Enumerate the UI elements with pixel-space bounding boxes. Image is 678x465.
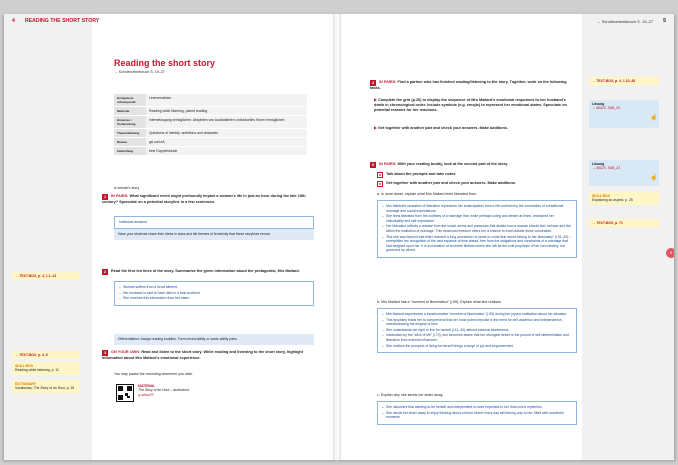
table-row bbox=[114, 138, 307, 147]
list-item: – She sends her sister away to enjoy thinking about a future where every day will belong only to her, filled with wonderful moments. bbox=[382, 411, 572, 420]
task-number: 3 bbox=[104, 351, 106, 355]
task-4 bbox=[370, 80, 576, 91]
textbox-ref-2[interactable]: → TEXT-BOX, p. 4–5 bbox=[12, 351, 80, 359]
material-title: The Story of an Hour – Audiobook bbox=[138, 388, 190, 393]
list-item: – She realises the prospect of living for herself brings a surge of joy and empowerment. bbox=[382, 344, 572, 349]
right-page bbox=[337, 14, 674, 460]
row-key: Niveau bbox=[114, 138, 146, 147]
textbox-ref-1[interactable]: → TEXT-BOX, p. 4, 1.1–13 bbox=[12, 272, 80, 280]
chapter-tab[interactable]: II bbox=[666, 248, 674, 258]
list-item: – Her husband is said to have died in a train accident. bbox=[119, 291, 309, 296]
task-lead: IN PAIRS: bbox=[379, 162, 397, 166]
question-b: b. Mrs Mallard has a "moment of illumination" (l.59). Explain what she realises. bbox=[377, 300, 502, 304]
row-value: Internetzugang ermöglichen: Abspielen von Audiodateien; individuelles Hören ermöglichen bbox=[146, 116, 307, 129]
list-item: – Mrs Mallard's sensation of liberation represents her emancipation from a life confined by the constraints of a traditional marriage and social expectations. bbox=[382, 204, 572, 213]
task-text: With your reading buddy, look at the second part of the story. bbox=[397, 162, 509, 166]
task-2 bbox=[102, 269, 312, 275]
pause-note: You may pause the recording whenever you wish. bbox=[114, 372, 194, 376]
page-title: Reading the short story bbox=[114, 58, 216, 68]
task-number: 1 bbox=[104, 195, 106, 199]
overview-table bbox=[114, 94, 307, 156]
task-number: 4 bbox=[372, 81, 374, 85]
solution-ref-2[interactable]: Lösung → AB1/S. SAB_22 bbox=[589, 160, 659, 186]
table-row bbox=[114, 147, 307, 156]
material-info bbox=[138, 384, 208, 397]
material-code[interactable]: q-in/kw/29 bbox=[138, 392, 154, 397]
page-fold bbox=[333, 14, 341, 460]
row-value: gA und eA bbox=[146, 138, 307, 147]
hand-cursor-icon: ☝ bbox=[650, 175, 658, 181]
task-text: What significant event might profoundly impact a woman's life in just an hour during the late 19th century? Speculate on a potential storyline in a few sentences. bbox=[102, 194, 306, 204]
task-text: Read and listen to the short story. While reading and listening to the short story, highlight information about Mrs Mallard's emotional experience. bbox=[102, 350, 303, 360]
solution-ref-1[interactable]: Lösung → AB1/S. SAB_20 bbox=[589, 100, 659, 128]
row-key: Methode bbox=[114, 107, 146, 116]
task-5 bbox=[370, 162, 576, 168]
list-item: – She discovers that wanting to be herself and independent is more important to her than love's mysteries. bbox=[382, 405, 572, 410]
list-item: – Woman suffers from a heart ailment. bbox=[119, 285, 309, 290]
row-value: Reading while listening, paired reading bbox=[146, 107, 307, 116]
skill-box-ref-right[interactable]: SKILL BOX Explaining an aspect, p. 25 bbox=[589, 192, 659, 205]
page-ref: → Schülerarbeitsbuch S. 19–27 bbox=[114, 70, 165, 74]
table-row bbox=[114, 94, 307, 107]
row-key: Hinweise / Vorbereitung bbox=[114, 116, 146, 129]
task-text: Find a partner who has finished reading/listening to the story. Together, work on the following tasks. bbox=[370, 80, 567, 90]
right-header bbox=[597, 14, 666, 28]
textbox-ref-right-2[interactable]: → TEXT-BOX, p. 71 bbox=[589, 219, 659, 227]
skill-box-ref[interactable]: SKILL BOX Reading while listening, p. 11 bbox=[12, 362, 80, 375]
teacher-note: Have your students share their ideas in class and list themes of femininity that these storylines reveal. bbox=[114, 229, 314, 240]
list-item: – Mrs Mallard experiences a transformative "moment of illumination" (l.59) during her joyous realisation about her situation. bbox=[382, 312, 572, 317]
task-number: 5 bbox=[372, 163, 374, 167]
task-text: Read the first ten lines of the story. Summarise the given information about the protagonist, Mrs Mallard. bbox=[111, 269, 300, 273]
answers-box-2 bbox=[114, 281, 314, 306]
row-value: Questions of identity: ambitions and obstacles bbox=[146, 129, 307, 138]
question-c: c. Explain why she sends her sister away. bbox=[377, 393, 444, 397]
hand-cursor-icon: ☝ bbox=[650, 115, 658, 121]
left-running-title: READING THE SHORT STORY bbox=[24, 18, 100, 24]
row-key: Themenbildung bbox=[114, 129, 146, 138]
textbox-ref-right-1[interactable]: → TEXT-BOX, p. 4, 1.10–48 bbox=[589, 77, 659, 85]
answers-box-b bbox=[377, 308, 577, 353]
row-key: Kompetenz-schwerpunkt bbox=[114, 94, 146, 107]
answer-text: Individual answers. bbox=[119, 220, 148, 224]
answers-box-a bbox=[377, 200, 577, 258]
list-item: – This epiphany leads her to comprehend that her most potent impulse is the need for self-assertion and independence, overshadowing the enigma of love. bbox=[382, 318, 572, 327]
list-item: – Intoxicated by the "elixir of life" (l.70), she becomes aware that her strongest desire is the pursuit of self-determination and liberation from external influences. bbox=[382, 333, 572, 342]
answers-box-c bbox=[377, 401, 577, 425]
material-label: MATERIAL bbox=[138, 384, 156, 388]
list-item: – She receives this information from her sister. bbox=[119, 296, 309, 301]
dictionary-ref[interactable]: DICTIONARY Vocabulary: The Story of an Hour, p. 25 bbox=[12, 380, 80, 393]
minutes-story-label: A minute's story bbox=[114, 186, 140, 190]
task-lead: IN PAIRS: bbox=[111, 194, 129, 198]
task-5b: b Get together with another pair and check your answers. Make additions. bbox=[378, 181, 516, 186]
task-1 bbox=[102, 194, 312, 205]
row-key: Zeitumfang bbox=[114, 147, 146, 156]
task-3 bbox=[102, 350, 312, 361]
list-item: – She understands her right to live for herself (l.41–42) without external interference. bbox=[382, 328, 572, 333]
right-running-ref: → Schülerarbeitsbuch S. 19–27 bbox=[596, 18, 654, 24]
differentiation-note: Differentiation: Assign reading buddies. Form mixed-ability or same-ability pairs. bbox=[114, 334, 314, 345]
task-lead: ON YOUR OWN: bbox=[111, 350, 141, 354]
list-item: – "But she saw beyond that bitter moment a long procession of years to come that would belong to her absolutely" (l.51–53) ~ exemplifies her recognition of the vast expanse of time ahead, free from the obligations and constraints of a marriage that had weighed upon her. It is a revelation of an entire lifetime where she will be the sole proprietor of her own destiny, not governed by others. bbox=[382, 235, 572, 253]
task-5a: a Talk about the prompts and take notes. bbox=[379, 172, 457, 177]
left-page-number: 4 bbox=[12, 18, 15, 24]
qr-code-icon[interactable] bbox=[116, 384, 134, 402]
table-row bbox=[114, 129, 307, 138]
list-item: – Her liberation reflects a release from the social norms and pressures that dictate how a woman should feel, behave and live within the institution of marriage. This newfound freedom offers her a chance to exist outside these constraints. bbox=[382, 224, 572, 233]
individual-answers-box bbox=[114, 216, 314, 229]
right-page-number: 5 bbox=[663, 18, 666, 24]
row-value: Leseverstehen bbox=[146, 94, 307, 107]
task-number: 2 bbox=[104, 270, 106, 274]
left-header bbox=[12, 14, 99, 28]
task-4b: ▶ Get together with another pair and check your answers. Make additions. bbox=[374, 126, 508, 130]
task-lead: IN PAIRS: bbox=[379, 80, 397, 84]
row-value: eine Doppelstunde bbox=[146, 147, 307, 156]
question-a: a. In more detail, explain what Mrs Mallard feels liberated from. bbox=[377, 192, 478, 196]
table-row bbox=[114, 107, 307, 116]
left-margin bbox=[4, 14, 92, 460]
list-item: – She feels liberated from the confines of a marriage that, while perhaps loving and tender at times, restrained her individuality and self-expression. bbox=[382, 214, 572, 223]
left-page bbox=[4, 14, 337, 460]
table-row bbox=[114, 116, 307, 129]
task-4a: ▶ Complete the grid (p.20) to display the sequence of Mrs Mallard's emotional responses to her husband's death in chronological order. Include symbols (e.g. emojis) to represent her emotional states. Speculate on potential reasons for her reactions. bbox=[374, 98, 567, 112]
